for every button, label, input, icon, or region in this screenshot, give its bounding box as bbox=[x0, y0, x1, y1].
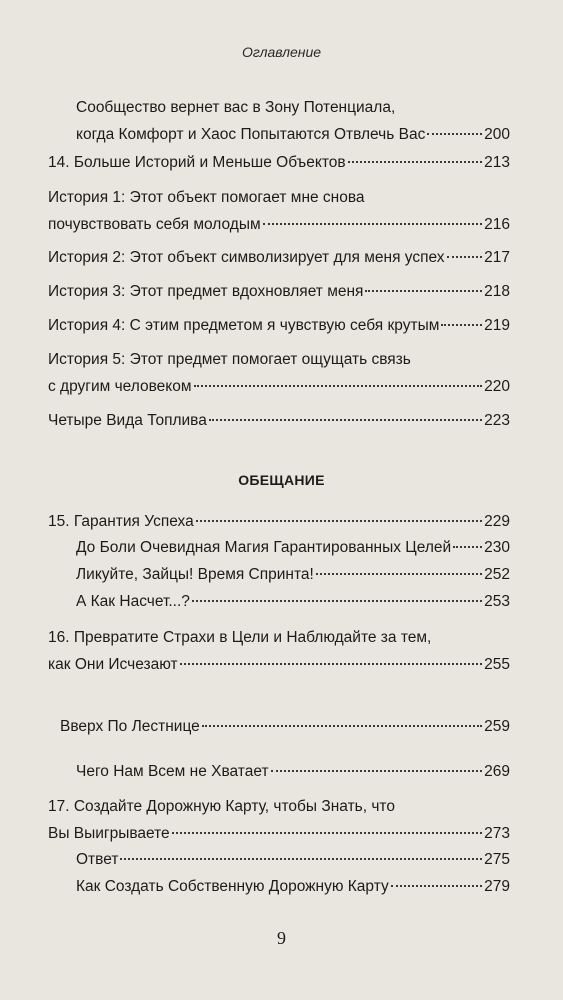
toc-entry bbox=[76, 592, 510, 612]
dot-leader bbox=[348, 161, 483, 163]
toc-entry bbox=[48, 512, 510, 532]
toc-page-number: 220 bbox=[484, 378, 510, 395]
dot-leader bbox=[202, 725, 482, 727]
dot-leader bbox=[120, 858, 482, 860]
toc-entry-title: История 2: Этот объект символизирует для меня успех bbox=[48, 249, 445, 266]
toc-entry-title: Чего Нам Всем не Хватает bbox=[76, 763, 269, 780]
toc-entry bbox=[48, 316, 510, 336]
toc-page-number: 229 bbox=[484, 513, 510, 530]
toc-page-number: 200 bbox=[484, 126, 510, 143]
toc-page-number: 269 bbox=[484, 763, 510, 780]
dot-leader bbox=[453, 546, 482, 548]
toc-page-number: 218 bbox=[484, 283, 510, 300]
toc-entry bbox=[76, 538, 510, 558]
toc-page-number: 253 bbox=[484, 593, 510, 610]
toc-page-number: 279 bbox=[484, 878, 510, 895]
toc-entry bbox=[76, 98, 510, 145]
page-number: 9 bbox=[277, 928, 286, 948]
dot-leader bbox=[172, 832, 482, 834]
toc-entry-title-line1: История 5: Этот предмет помогает ощущать связь bbox=[48, 351, 411, 368]
toc-entry-title: 14. Больше Историй и Меньше Объектов bbox=[48, 154, 346, 171]
toc-entry-title: До Боли Очевидная Магия Гарантированных Целей bbox=[76, 539, 452, 556]
toc-entry-title: А Как Насчет...? bbox=[76, 593, 190, 610]
toc-entry bbox=[48, 797, 510, 844]
dot-leader bbox=[209, 419, 482, 421]
dot-leader bbox=[271, 770, 483, 772]
toc-entry-title: История 3: Этот предмет вдохновляет меня bbox=[48, 283, 364, 300]
toc-entry bbox=[48, 282, 510, 302]
dot-leader bbox=[447, 256, 483, 258]
dot-leader bbox=[192, 600, 482, 602]
toc-entry-title-line1: 17. Создайте Дорожную Карту, чтобы Знать, что bbox=[48, 798, 395, 815]
dot-leader bbox=[365, 290, 482, 292]
dot-leader bbox=[180, 663, 483, 665]
dot-leader bbox=[316, 573, 482, 575]
toc-page-number: 273 bbox=[484, 825, 510, 842]
toc-entry-title: когда Комфорт и Хаос Попытаются Отвлечь Вас bbox=[76, 126, 426, 143]
toc-page-number: 252 bbox=[484, 566, 510, 583]
toc-entry-title: Как Создать Собственную Дорожную Карту bbox=[76, 878, 389, 895]
toc-entry-title: с другим человеком bbox=[48, 378, 192, 395]
toc-page-number: 217 bbox=[484, 249, 510, 266]
toc-entry-title: Ответ bbox=[76, 851, 119, 868]
dot-leader bbox=[263, 223, 483, 225]
dot-leader bbox=[194, 385, 483, 387]
toc-entry-title: Ликуйте, Зайцы! Время Спринта! bbox=[76, 566, 314, 583]
toc-page-number: 259 bbox=[484, 718, 510, 735]
toc-entry-title: как Они Исчезают bbox=[48, 656, 178, 673]
toc-entry bbox=[60, 717, 510, 737]
toc-entry-title: 15. Гарантия Успеха bbox=[48, 513, 194, 530]
toc-entry-title: почувствовать себя молодым bbox=[48, 216, 261, 233]
toc-page-number: 255 bbox=[484, 656, 510, 673]
toc-entry-title: Четыре Вида Топлива bbox=[48, 412, 207, 429]
toc-entry bbox=[76, 565, 510, 585]
running-head: Оглавление bbox=[241, 44, 322, 60]
toc-entry-title: История 4: С этим предметом я чувствую себя крутым bbox=[48, 317, 440, 334]
toc-page-number: 219 bbox=[484, 317, 510, 334]
toc-entry bbox=[76, 877, 510, 897]
toc-page-number: 230 bbox=[484, 539, 510, 556]
toc-entry bbox=[76, 850, 510, 870]
toc-entry-title: Вы Выигрываете bbox=[48, 825, 170, 842]
toc-entry-title-line1: 16. Превратите Страхи в Цели и Наблюдайте за тем, bbox=[48, 629, 432, 646]
toc-page-number: 213 bbox=[484, 154, 510, 171]
dot-leader bbox=[441, 324, 482, 326]
dot-leader bbox=[391, 885, 482, 887]
toc-page-number: 275 bbox=[484, 851, 510, 868]
toc-entry-title-line1: История 1: Этот объект помогает мне снова bbox=[48, 189, 365, 206]
section-heading: ОБЕЩАНИЕ bbox=[238, 472, 325, 488]
toc-entry bbox=[48, 628, 510, 675]
toc-entry bbox=[48, 153, 510, 173]
toc-entry bbox=[76, 762, 510, 782]
toc-entry-title-line1: Сообщество вернет вас в Зону Потенциала, bbox=[76, 99, 396, 116]
toc-page-number: 216 bbox=[484, 216, 510, 233]
toc-entry bbox=[48, 248, 510, 268]
toc-entry bbox=[48, 188, 510, 235]
toc-entry-title: Вверх По Лестнице bbox=[60, 718, 200, 735]
toc-entry bbox=[48, 411, 510, 431]
toc-entry bbox=[48, 350, 510, 397]
dot-leader bbox=[427, 133, 482, 135]
toc-page-number: 223 bbox=[484, 412, 510, 429]
dot-leader bbox=[196, 520, 482, 522]
